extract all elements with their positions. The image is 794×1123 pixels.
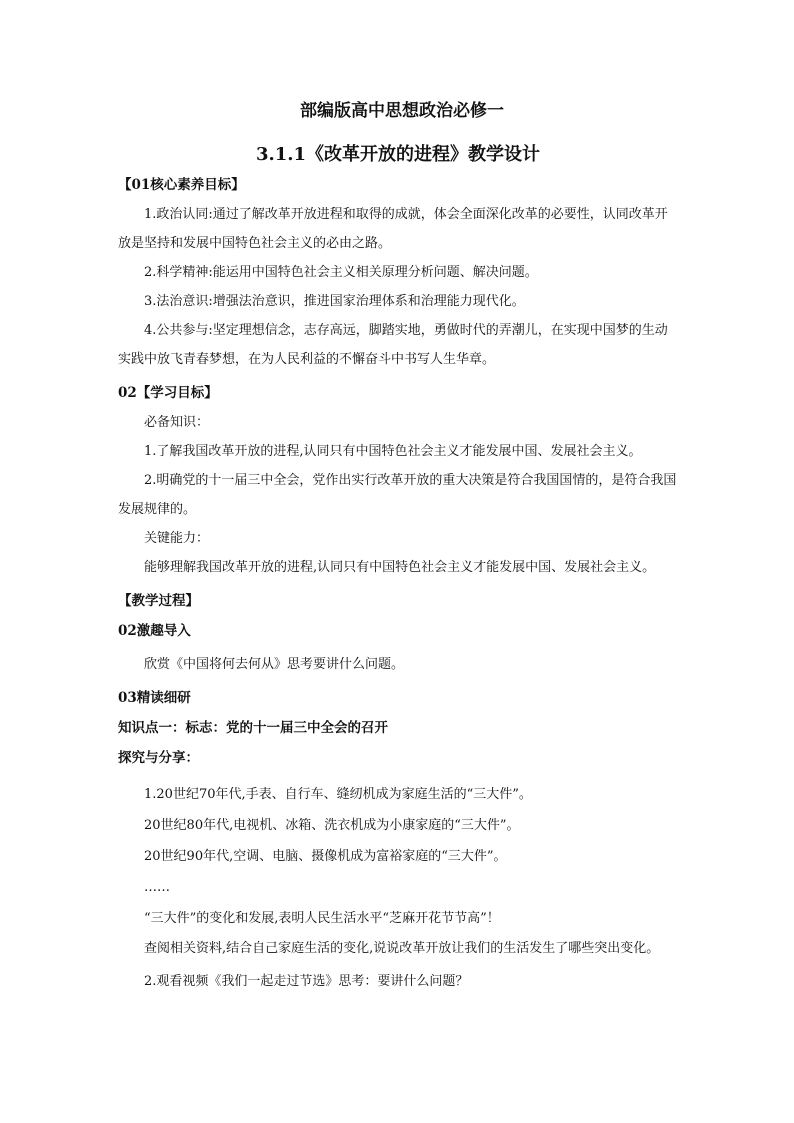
intro-text: 欣赏《中国将何去何从》思考要讲什么问题。 — [144, 657, 405, 672]
explore-item: “三大件”的变化和发展,表明人民生活水平“芝麻开花节节高”！ — [144, 911, 500, 926]
core-goal-item: 3.法治意识:增强法治意识，推进国家治理体系和治理能力现代化。 — [144, 294, 525, 309]
teaching-process-heading: 【教学过程】 — [118, 593, 199, 609]
study-heading: 03精读细研 — [118, 690, 191, 706]
document-subtitle: 3.1.1《改革开放的进程》教学设计 — [255, 144, 541, 165]
core-goal-item: 2.科学精神:能运用中国特色社会主义相关原理分析问题、解决问题。 — [144, 265, 538, 280]
core-goal-item: 4.公共参与:坚定理想信念，志存高远，脚踏实地，勇做时代的弄潮儿，在实现中国梦的生动实践中放飞青春梦想，在为人民利益的不懈奋斗中书写人生华章。 — [118, 323, 668, 367]
explore-item: …… — [144, 880, 170, 895]
knowledge-label: 必备知识： — [144, 415, 210, 430]
explore-item: 20世纪80年代,电视机、冰箱、洗衣机成为小康家庭的“三大件”。 — [144, 818, 520, 833]
knowledge-item: 2.明确党的十一届三中全会，党作出实行改革开放的重大决策是符合我国国情的，是符合我国发展规律的。 — [118, 473, 677, 517]
document-page — [118, 96, 678, 996]
question-text: 查阅相关资料,结合自己家庭生活的变化,说说改革开放让我们的生活发生了哪些突出变化。 — [144, 941, 660, 956]
core-goal-item: 1.政治认同:通过了解改革开放进程和取得的成就，体会全面深化改革的必要性，认同改革开放是坚持和发展中国特色社会主义的必由之路。 — [118, 207, 668, 251]
document-title: 部编版高中思想政治必修一 — [300, 101, 504, 121]
intro-heading: 02激趣导入 — [118, 623, 191, 639]
explore-heading: 探究与分享： — [118, 750, 199, 766]
explore-item: 1.20世纪70年代,手表、自行车、缝纫机成为家庭生活的“三大件”。 — [144, 787, 532, 802]
core-goals-heading: 【01核心素养目标】 — [118, 177, 245, 193]
ability-label: 关键能力： — [144, 531, 210, 546]
video-text: 2.观看视频《我们一起走过节选》思考：要讲什么问题？ — [144, 974, 469, 989]
knowledge-item: 1.了解我国改革开放的进程,认同只有中国特色社会主义才能发展中国、发展社会主义。 — [144, 444, 642, 459]
explore-item: 20世纪90年代,空调、电脑、摄像机成为富裕家庭的“三大件”。 — [144, 849, 507, 864]
ability-text: 能够理解我国改革开放的进程,认同只有中国特色社会主义才能发展中国、发展社会主义。 — [144, 560, 656, 575]
learning-goals-heading: 02【学习目标】 — [118, 385, 218, 401]
knowledge-point-heading: 知识点一：标志：党的十一届三中全会的召开 — [118, 720, 388, 736]
